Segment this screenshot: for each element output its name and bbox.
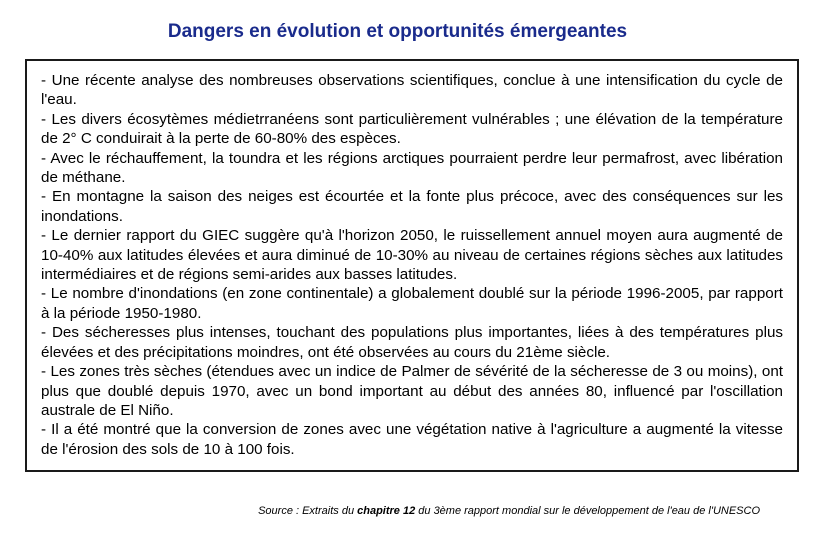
source-suffix: du 3ème rapport mondial sur le développement de l'eau de l'UNESCO bbox=[415, 505, 760, 517]
bullet-list bbox=[41, 71, 783, 459]
list-item: - Les zones très sèches (étendues avec un indice de Palmer de sévérité de la sécheresse de 3 ou moins), ont plus que doublé depuis 1970, avec un bond important au début des années 80, influencé par l'oscillation australe de El Niño. bbox=[41, 363, 783, 419]
list-item: - Les divers écosytèmes médietrranéens sont particulièrement vulnérables ; une élévation de la température de 2° C conduirait à la perte de 60-80% des espèces. bbox=[41, 110, 783, 148]
page-title: Dangers en évolution et opportunités émergeantes bbox=[167, 21, 628, 42]
source-prefix: Source : Extraits du bbox=[258, 505, 358, 517]
list-item: - Des sécheresses plus intenses, touchant des populations plus importantes, liées à des températures plus élevées et des précipitations moindres, ont été observées au cours du 21ème siècle. bbox=[41, 324, 783, 361]
list-item: - En montagne la saison des neiges est écourtée et la fonte plus précoce, avec des conséquences sur les inondations. bbox=[41, 188, 783, 225]
list-item: - Il a été montré que la conversion de zones avec une végétation native à l'agriculture a augmenté la vitesse de l'érosion des sols de 10 à 100 fois. bbox=[41, 421, 783, 458]
list-item: - Une récente analyse des nombreuses observations scientifiques, conclue à une intensification du cycle de l'eau. bbox=[41, 72, 783, 109]
source-chapter: chapitre 12 bbox=[357, 505, 416, 517]
list-item: - Le dernier rapport du GIEC suggère qu'à l'horizon 2050, le ruissellement annuel moyen aura augmenté de 10-40% aux latitudes élevées et aura diminué de 10-30% au niveau de certaines régions sèches aux latitudes intermédiaires et de régions semi-arides aux basses latitudes. bbox=[41, 227, 783, 284]
content-box bbox=[25, 59, 799, 472]
source-citation bbox=[258, 505, 760, 517]
list-item: - Le nombre d'inondations (en zone continentale) a globalement doublé sur la période 1996-2005, par rapport à la période 1950-1980. bbox=[41, 285, 783, 322]
list-item: - Avec le réchauffement, la toundra et les régions arctiques pourraient perdre leur permafrost, avec libération de méthane. bbox=[41, 149, 783, 187]
